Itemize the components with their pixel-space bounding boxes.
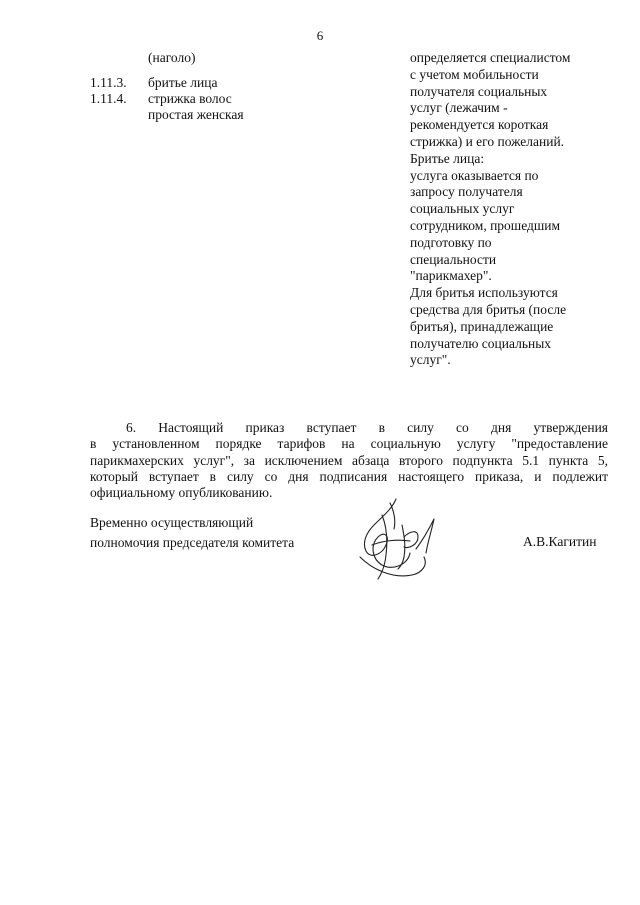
description-line: с учетом мобильности — [410, 66, 539, 82]
description-line: бритья), принадлежащие — [410, 318, 554, 334]
paragraph-line: который вступает в силу со дня подписания настоящего приказа, и подлежит — [90, 468, 608, 484]
description-line: "парикмахер". — [410, 268, 492, 284]
signatory-position — [90, 513, 294, 553]
description-line: рекомендуется короткая — [410, 117, 549, 133]
paragraph-line: 6. Настоящий приказ вступает в силу со дня утверждения — [126, 420, 608, 435]
service-cell: стрижка волос — [148, 91, 232, 106]
clause-6-paragraph — [90, 420, 608, 501]
description-line: услуга оказывается по — [410, 167, 539, 183]
service-cell: бритье лица — [148, 75, 218, 90]
description-line: услуг (лежачим - — [410, 100, 508, 116]
service-cell: простая женская — [148, 107, 244, 122]
position-line: полномочия председателя комитета — [90, 535, 295, 550]
paragraph-line: парикмахерских услуг", за исключением абзаца второго подпункта 5.1 пункта 5, — [90, 452, 608, 468]
row-number: 1.11.3. — [90, 75, 127, 90]
description-line: специальности — [410, 251, 497, 267]
handwritten-signature — [352, 495, 440, 587]
description-line: Для бритья используются — [410, 285, 558, 301]
description-line: подготовку по — [410, 234, 492, 250]
service-cell-continued: (наголо) — [148, 50, 196, 65]
position-line: Временно осуществляющий — [90, 515, 254, 530]
description-line: получателю социальных — [410, 335, 552, 351]
description-line: услуг". — [410, 352, 451, 368]
paragraph-line: в установленном порядке тарифов на социальную услугу "предоставление — [90, 436, 608, 452]
description-line: средства для бритья (после — [410, 301, 567, 317]
description-line: запросу получателя — [410, 184, 523, 200]
description-line: социальных услуг — [410, 201, 515, 217]
table-description-column — [410, 50, 600, 369]
row-number: 1.11.4. — [90, 91, 127, 106]
page-number: 6 — [316, 28, 324, 43]
description-line: стрижка) и его пожеланий. — [410, 133, 565, 149]
paragraph-line: официальному опубликованию. — [90, 485, 273, 501]
description-line: получателя социальных — [410, 83, 548, 99]
description-line: определяется специалистом — [410, 50, 571, 65]
description-line: сотрудником, прошедшим — [410, 217, 561, 233]
description-line: Бритье лица: — [410, 150, 485, 166]
signatory-name: А.В.Кагитин — [523, 534, 597, 549]
